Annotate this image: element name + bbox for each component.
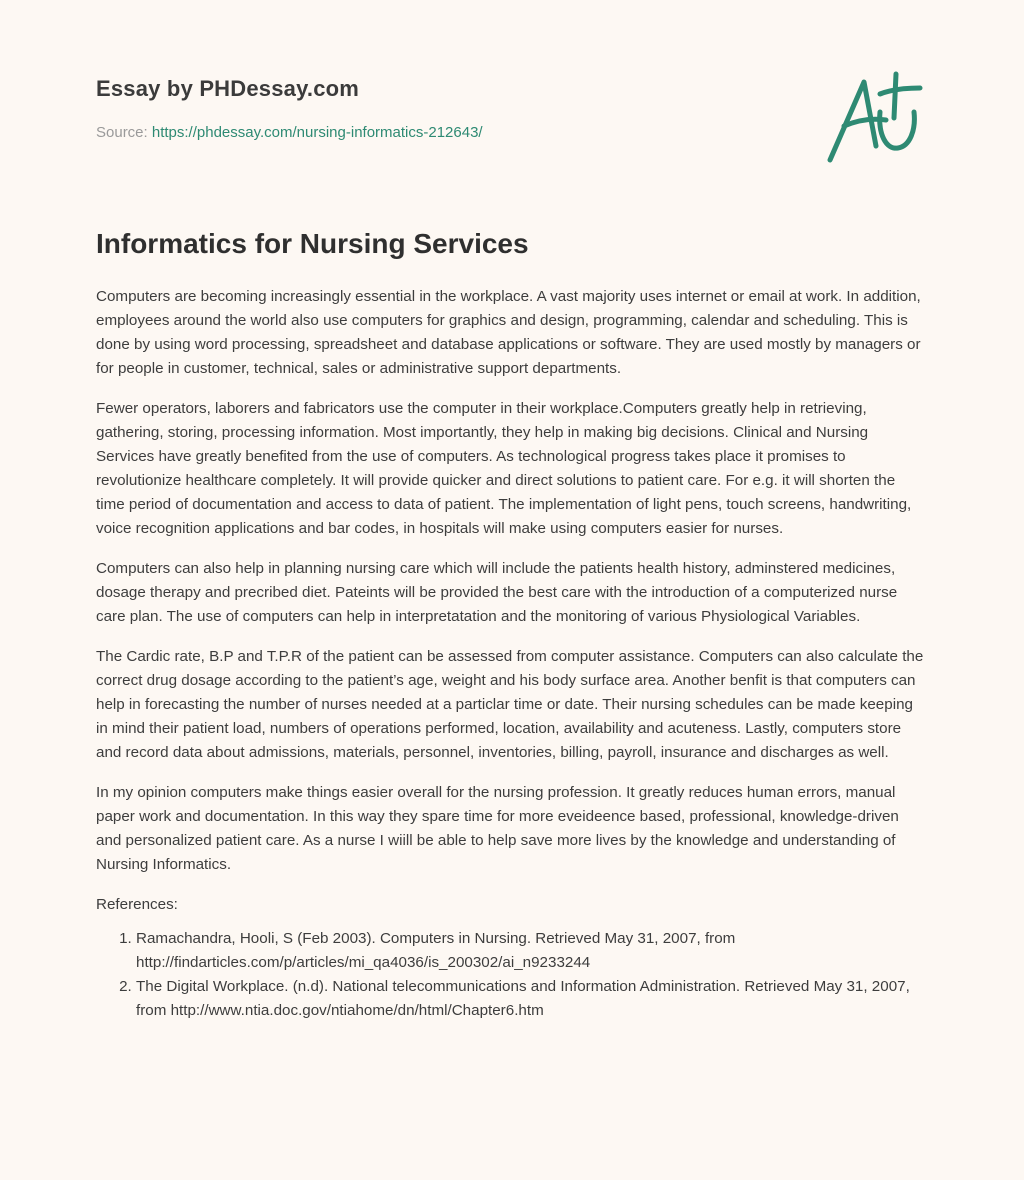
paragraph: The Cardic rate, B.P and T.P.R of the patient can be assessed from computer assistance. Computers can also calculate the correct drug dosage according to the patient’s age, weight and his body surface area. Another benfit is that computers can help in forecasting the number of nurses needed at a particlar time or date. Their nursing schedules can be made keeping in mind their patient load, numbers of operations performed, location, availability and acuteness. Lastly, computers store and record data about admissions, materials, personnel, inventories, billing, payroll, insurance and discharges as well. <box>96 648 924 761</box>
source-line <box>96 124 483 141</box>
source-link[interactable]: https://phdessay.com/nursing-informatics-212643/ <box>151 124 483 141</box>
source-label: Source: <box>96 124 148 141</box>
essay-page <box>96 0 926 1019</box>
references-heading: References: <box>96 896 178 913</box>
essay-title: Informatics for Nursing Services <box>96 228 529 259</box>
references-list <box>96 927 926 1023</box>
a-plus-logo-icon <box>824 68 924 164</box>
reference-item: 1. Ramachandra, Hooli, S (Feb 2003). Computers in Nursing. Retrieved May 31, 2007, from http://findarticles.com/p/articles/mi_qa4036/is_200302/ai_n9233244 <box>136 927 926 975</box>
paragraph: In my opinion computers make things easier overall for the nursing profession. It greatly reduces human errors, manual paper work and documentation. In this way they spare time for more eveideence based, professional, knowledge-driven and personalized patient care. As a nurse I wiill be able to help save more lives by the knowledge and understanding of Nursing Informatics. <box>96 784 899 873</box>
paragraph: Computers are becoming increasingly essential in the workplace. A vast majority uses internet or email at work. In addition, employees around the world also use computers for graphics and design, programming, calendar and scheduling. This is done by using word processing, spreadsheet and database applications or software. They are used mostly by managers or for people in customer, technical, sales or administrative support departments. <box>96 288 921 377</box>
page-header <box>96 0 926 200</box>
paragraph: Computers can also help in planning nursing care which will include the patients health history, adminstered medicines, dosage therapy and precribed diet. Pateints will be provided the best care with the introduction of a computerized nurse care plan. The use of computers can help in interpretatation and the monitoring of various Physiological Variables. <box>96 560 898 625</box>
essay-body <box>96 285 926 1023</box>
paragraph: Fewer operators, laborers and fabricators use the computer in their workplace.Computers greatly help in retrieving, gathering, storing, processing information. Most importantly, they help in making big decisions. Clinical and Nursing Services have greatly benefited from the use of computers. As technological progress takes place it promises to revolutionize healthcare completely. It will provide quicker and direct solutions to patient care. For e.g. it will shorten the time period of documentation and access to data of patient. The implementation of light pens, touch screens, handwriting, voice recognition applications and bar codes, in hospitals will make using computers easier for nurses. <box>96 400 912 537</box>
reference-item: 2. The Digital Workplace. (n.d). National telecommunications and Information Administration. Retrieved May 31, 2007, from http://www.ntia.doc.gov/ntiahome/dn/html/Chapter6.htm <box>136 975 926 1023</box>
brand-title: Essay by PHDessay.com <box>96 76 360 101</box>
